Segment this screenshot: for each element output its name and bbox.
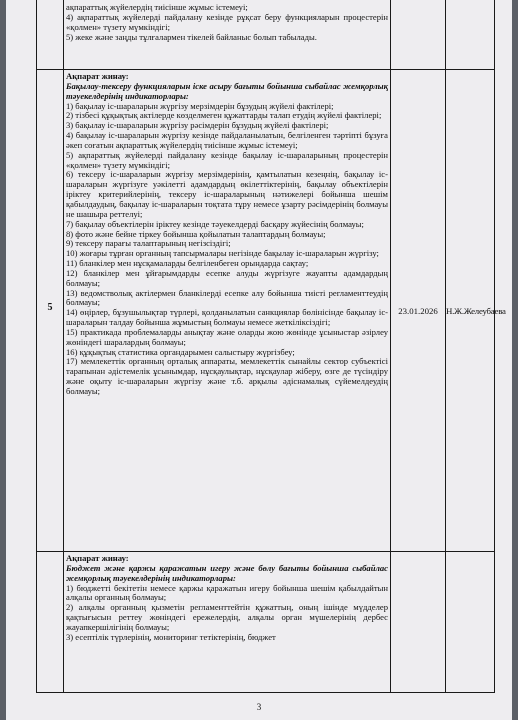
deadline-date: 23.01.2026 [398,306,438,316]
list-item: 3) бақылау іс-шараларын жүргізу рәсімдерін бұзудың жүйелі фактілері; [66,120,329,131]
list-item: 4) ақпараттық жүйелерді пайдалану кезінде рұқсат беру функцияларын процестерін «қолмен» түзету мүмкіндігі; [66,11,388,32]
list-item: 13) ведомстволық актілермен бланкілерді есепке алу бойынша тиісті регламенттеудің болмауы; [66,287,388,308]
list-item: 16) құқықтық статистика органдарымен салыстыру жүргізбеу; [66,346,295,357]
section-heading: Ақпарат жинау: [66,71,129,81]
row-6-content [66,554,388,643]
list-item: 7) бақылау объектілерін іріктеу кезінде тәуекелдерді басқару жүйесінің болмауы; [66,218,364,229]
section-subheading: Бақылау-тексеру функцияларын іске асыру бағыты бойынша сыбайлас жемқорлық тәуекелдерінің индикаторлары: [66,80,388,101]
column-divider [390,0,391,692]
row-previous-content [66,3,388,42]
row-divider [37,551,494,552]
list-item: 10) жоғары тұрған органның тапсырмалары негізінде бақылау іс-шараларын жүргізу; [66,248,379,259]
list-item: 6) тексеру іс-шараларын жүргізу мерзімдерінің, қамтылатын кезеңнің, бақылау іс-шараларын жүргізуге уәкілетті адамдардың өкілеттіктерінің, бақылау объектілерін іріктеу критерийлерінің, тексеру іс-шараларының нәтижелері бойынша шешім қабылдаудың, бақылау іс-шараларын тоқтата тұру немесе ұзарту рәсімдерінің болмауы не шашыра реттелуі; [66,169,388,219]
plan-table [36,0,506,693]
list-item: 12) бланкілер мен ұйғарымдарды есепке алуды жүргізуге жауапты адамдардың болмауы; [66,267,388,288]
list-item: 4) бақылау іс-шараларын жүргізу кезінде пайдаланылатын, белгіленген тәртіпті бұзуға әкеп соғатын ақпараттық жүйелердің тиісінше жұмыс істемеуі; [66,130,388,150]
row-number: 5 [47,302,53,313]
list-item: 5) ақпараттық жүйелерді пайдалану кезінде бақылау іс-шараларының процестерін «қолмен» түзету мүмкіндігі; [66,149,388,170]
list-item: 15) практикада проблемаларды анықтау және оларды жою жөнінде ұсыныстар әзірлеу жөніндегі шаралардың болмауы; [66,326,388,347]
list-item: 1) бақылау іс-шараларын жүргізу мерзімдерін бұзудың жүйелі фактілері; [66,100,334,111]
list-item: 2) тізбесі құқықтық актілерде көзделмеген құжаттарды талап етудің жүйелі фактілері; [66,110,382,121]
responsible-person: Н.Ж.Желеубаева [446,306,506,316]
row-5-content [66,72,388,397]
list-item: 11) бланкілер мен нұсқамаларды белгіленбеген орындарда сақтау; [66,258,309,269]
list-item: 5) жеке және заңды тұлғалармен тікелей байланыс болып табылады. [66,31,317,42]
column-divider [63,0,64,692]
row-divider [37,69,494,70]
document-page [6,0,512,720]
list-item: 14) өңірлер, бұзушылықтар түрлері, қолданылатын санкциялар бөлінісінде бақылау іс-шараларын талдау бойынша жұмыстың болмауы немесе жеткіліксіздігі; [66,307,388,328]
list-item: 3) есептілік түрлерінің, мониторинг тетіктерінің, бюджет [66,631,276,642]
list-item: 1) бюджетті бекітетін немесе қаржы қаражатын игеру бойынша шешім қабылдайтын алқалы органның болмауы; [66,582,388,603]
section-subheading: Бюджет және қаржы қаражатын игеру және бөлу бағыты бойынша сыбайлас жемқорлық тәуекелдерінің индикаторлары: [66,562,388,583]
page-number: 3 [256,702,262,712]
list-item: ақпараттық жүйелердің тиісінше жұмыс істемеуі; [66,2,248,12]
list-item: 9) тексеру парағы талаптарының негізсіздігі; [66,238,231,249]
list-item: 2) алқалы органның қызметін регламенттейтін құжаттың, оның ішінде мүдделер қақтығысын реттеу жөніндегі ережелердің, алқалы орган мүшелерінің дербес жауапкершілігінің болмауы; [66,602,388,632]
list-item: 8) фото және бейне тіркеу бойынша қойылатын талаптардың болмауы; [66,228,326,239]
column-divider [445,0,446,692]
section-heading: Ақпарат жинау: [66,553,129,563]
list-item: 17) мемлекеттік органның орталық аппараты, мемлекеттік сынайлы сектор субъектісі тарапынан әдістемелік ұсынымдар, нұсқаулықтар, нұсқаулар жіберу, өзге де түсіндіру және оқыту іс-шараларын жүргізу және т.б. арқылы әдіснамалық сүйемелдеудің болмауы; [66,356,388,396]
